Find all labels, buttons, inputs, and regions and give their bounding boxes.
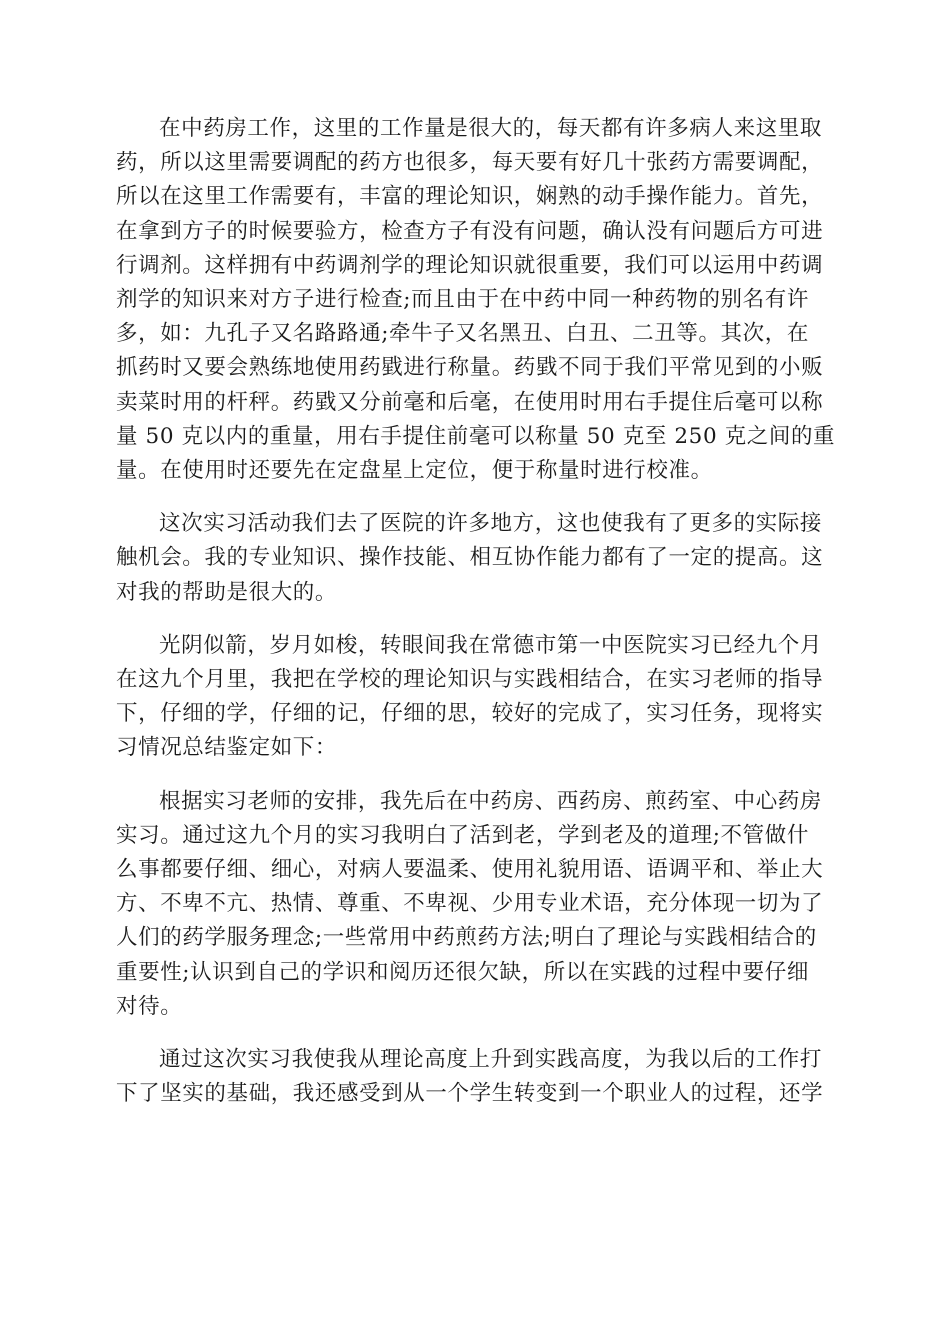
text-line: 根据实习老师的安排，我先后在中药房、西药房、煎药室、中心药房 bbox=[159, 788, 823, 814]
paragraph-4 bbox=[116, 785, 836, 1024]
text-line: 行调剂。这样拥有中药调剂学的理论知识就很重要，我们可以运用中药调 bbox=[116, 252, 824, 278]
text-line: 么事都要仔细、细心，对病人要温柔、使用礼貌用语、语调平和、举止大 bbox=[116, 857, 824, 883]
text-line: 习情况总结鉴定如下： bbox=[116, 735, 338, 761]
text-line: 量。在使用时还要先在定盘星上定位，便于称量时进行校准。 bbox=[116, 458, 713, 484]
text-line: 下了坚实的基础，我还感受到从一个学生转变到一个职业人的过程，还学 bbox=[116, 1081, 824, 1107]
text-line: 通过这次实习我使我从理论高度上升到实践高度，为我以后的工作打 bbox=[159, 1047, 823, 1073]
text-line: 药，所以这里需要调配的药方也很多，每天要有好几十张药方需要调配， bbox=[116, 150, 824, 176]
text-line: 剂学的知识来对方子进行检查;而且由于在中药中同一种药物的别名有许 bbox=[116, 287, 809, 313]
text-line: 量 50 克以内的重量，用右手提住前毫可以称量 50 克至 250 克之间的重 bbox=[116, 423, 836, 449]
text-line: 重要性;认识到自己的学识和阅历还很欠缺，所以在实践的过程中要仔细 bbox=[116, 959, 809, 985]
text-line: 下，仔细的学，仔细的记，仔细的思，较好的完成了，实习任务，现将实 bbox=[116, 701, 824, 727]
text-line: 在中药房工作，这里的工作量是很大的，每天都有许多病人来这里取 bbox=[159, 116, 823, 141]
text-line: 卖菜时用的杆秤。药戥又分前毫和后毫，在使用时用右手提住后毫可以称 bbox=[116, 389, 824, 415]
text-line: 对待。 bbox=[116, 993, 183, 1019]
paragraph-3 bbox=[116, 629, 836, 766]
document-body bbox=[116, 112, 836, 1130]
text-line: 这次实习活动我们去了医院的许多地方，这也使我有了更多的实际接 bbox=[159, 511, 823, 537]
text-line: 对我的帮助是很大的。 bbox=[116, 579, 338, 605]
text-line: 实习。通过这九个月的实习我明白了活到老，学到老及的道理;不管做什 bbox=[116, 822, 809, 848]
paragraph-5 bbox=[116, 1043, 836, 1111]
paragraph-2 bbox=[116, 507, 836, 610]
paragraph-1 bbox=[116, 112, 836, 488]
text-line: 光阴似箭，岁月如梭，转眼间我在常德市第一中医院实习已经九个月 bbox=[159, 632, 823, 658]
text-line: 所以在这里工作需要有，丰富的理论知识，娴熟的动手操作能力。首先， bbox=[116, 184, 824, 210]
text-line: 在拿到方子的时候要验方，检查方子有没有问题，确认没有问题后方可进 bbox=[116, 218, 824, 244]
text-line: 方、不卑不亢、热情、尊重、不卑视、少用专业术语，充分体现一切为了 bbox=[116, 891, 824, 917]
text-line: 多，如：九孔子又名路路通;牵牛子又名黑丑、白丑、二丑等。其次，在 bbox=[116, 321, 809, 347]
text-line: 人们的药学服务理念;一些常用中药煎药方法;明白了理论与实践相结合的 bbox=[116, 925, 817, 951]
text-line: 在这九个月里，我把在学校的理论知识与实践相结合，在实习老师的指导 bbox=[116, 667, 824, 693]
text-line: 触机会。我的专业知识、操作技能、相互协作能力都有了一定的提高。这 bbox=[116, 545, 824, 571]
text-line: 抓药时又要会熟练地使用药戥进行称量。药戥不同于我们平常见到的小贩 bbox=[116, 355, 824, 381]
